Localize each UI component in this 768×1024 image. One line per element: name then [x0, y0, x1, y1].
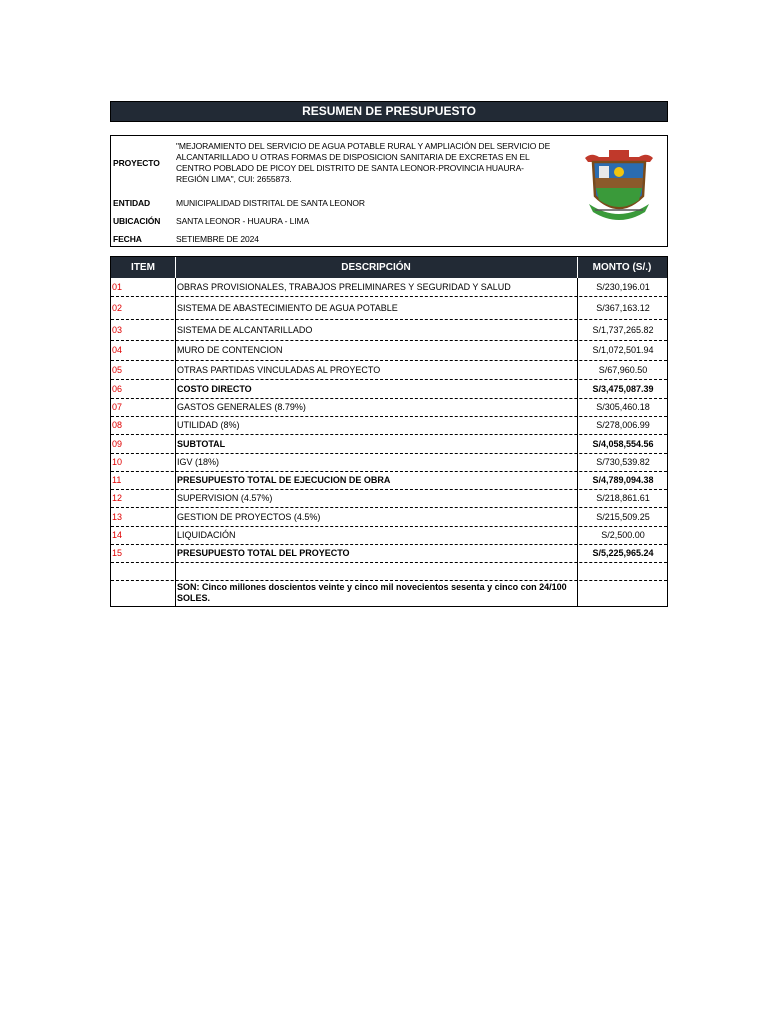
row-amount: S/230,196.01	[596, 282, 650, 292]
row-item-number: 11	[112, 475, 122, 485]
ubicacion-value: SANTA LEONOR - HUAURA - LIMA	[176, 216, 310, 226]
fecha-value: SETIEMBRE DE 2024	[176, 234, 259, 244]
row-amount: S/305,460.18	[596, 402, 650, 412]
row-amount: S/67,960.50	[598, 365, 648, 375]
row-item-number: 06	[112, 384, 123, 394]
table-row	[111, 527, 667, 545]
row-item-number: 02	[112, 303, 123, 313]
row-description: LIQUIDACIÓN	[177, 530, 236, 540]
row-amount: S/4,058,554.56	[592, 439, 654, 449]
row-amount: S/367,163.12	[596, 303, 650, 313]
fecha-label: FECHA	[113, 234, 142, 244]
row-amount: S/215,509.25	[596, 512, 650, 522]
header-descripcion: DESCRIPCIÓN	[341, 262, 411, 273]
row-amount: S/1,737,265.82	[592, 325, 654, 335]
row-amount: S/2,500.00	[601, 530, 645, 540]
row-description: GASTOS GENERALES (8.79%)	[177, 402, 306, 412]
row-amount: S/3,475,087.39	[592, 384, 654, 394]
row-item-number: 10	[112, 457, 123, 467]
row-description: OBRAS PROVISIONALES, TRABAJOS PRELIMINARES Y SEGURIDAD Y SALUD	[177, 282, 511, 292]
row-item-number: 14	[112, 530, 123, 540]
row-description: UTILIDAD (8%)	[177, 420, 240, 430]
table-row	[111, 278, 667, 297]
table-row	[111, 297, 667, 320]
table-row	[111, 545, 667, 563]
table-row	[111, 454, 667, 472]
table-row	[111, 472, 667, 490]
row-amount: S/278,006.99	[596, 420, 650, 430]
row-description: PRESUPUESTO TOTAL DE EJECUCION DE OBRA	[177, 475, 391, 485]
entidad-label: ENTIDAD	[113, 198, 151, 208]
row-description: IGV (18%)	[177, 457, 220, 467]
header-item: ITEM	[131, 262, 155, 273]
row-item-number: 03	[112, 325, 123, 335]
row-description: SUBTOTAL	[177, 439, 226, 449]
son-amount-in-words: SON: Cinco millones doscientos veinte y cinco mil novecientos sesenta y cinco con 24/100 SOLES.	[177, 582, 567, 603]
header-divider	[577, 257, 578, 278]
row-item-number: 15	[112, 548, 123, 558]
row-description: SISTEMA DE ALCANTARILLADO	[177, 325, 313, 335]
row-amount: S/4,789,094.38	[592, 475, 654, 485]
row-item-number: 07	[112, 402, 123, 412]
header-monto: MONTO (S/.)	[592, 262, 652, 273]
row-amount: S/730,539.82	[596, 457, 650, 467]
row-description: SISTEMA DE ABASTECIMIENTO DE AGUA POTABLE	[177, 303, 398, 313]
table-row-empty	[111, 563, 667, 581]
row-description: COSTO DIRECTO	[177, 384, 252, 394]
page-title: RESUMEN DE PRESUPUESTO	[110, 101, 668, 122]
row-item-number: 08	[112, 420, 123, 430]
header-divider	[175, 257, 176, 278]
table-row	[111, 508, 667, 527]
project-info-box	[110, 135, 668, 247]
row-item-number: 09	[112, 439, 123, 449]
row-amount: S/5,225,965.24	[592, 548, 654, 558]
ubicacion-label: UBICACIÓN	[113, 216, 161, 226]
table-row	[111, 380, 667, 399]
row-item-number: 13	[112, 512, 123, 522]
table-row	[111, 490, 667, 508]
row-amount: S/1,072,501.94	[592, 345, 654, 355]
table-header	[111, 257, 667, 278]
budget-table	[110, 256, 668, 607]
row-item-number: 04	[112, 345, 123, 355]
row-item-number: 05	[112, 365, 123, 375]
table-row	[111, 361, 667, 380]
entidad-value: MUNICIPALIDAD DISTRITAL DE SANTA LEONOR	[176, 198, 365, 208]
table-row	[111, 435, 667, 454]
municipal-coat-of-arms-icon	[579, 148, 659, 228]
table-row	[111, 341, 667, 361]
table-row	[111, 399, 667, 417]
row-item-number: 01	[112, 282, 123, 292]
table-row	[111, 320, 667, 341]
row-description: MURO DE CONTENCION	[177, 345, 283, 355]
row-description: OTRAS PARTIDAS VINCULADAS AL PROYECTO	[177, 365, 381, 375]
row-description: GESTION DE PROYECTOS (4.5%)	[177, 512, 321, 522]
row-item-number: 12	[112, 493, 123, 503]
row-amount: S/218,861.61	[596, 493, 650, 503]
proyecto-label: PROYECTO	[113, 158, 160, 168]
proyecto-value: "MEJORAMIENTO DEL SERVICIO DE AGUA POTABLE RURAL Y AMPLIACIÓN DEL SERVICIO DE ALCANTARILLADO U OTRAS FORMAS DE DISPOSICION SANITARIA DE EXCRETAS EN EL CENTRO POBLADO DE PICOY DEL DISTRITO DE SANTA LEONOR-PROVINCIA HUAURA-REGIÓN LIMA", CUI: 2655873.	[176, 141, 551, 184]
row-description: PRESUPUESTO TOTAL DEL PROYECTO	[177, 548, 350, 558]
table-row	[111, 417, 667, 435]
row-description: SUPERVISION (4.57%)	[177, 493, 273, 503]
